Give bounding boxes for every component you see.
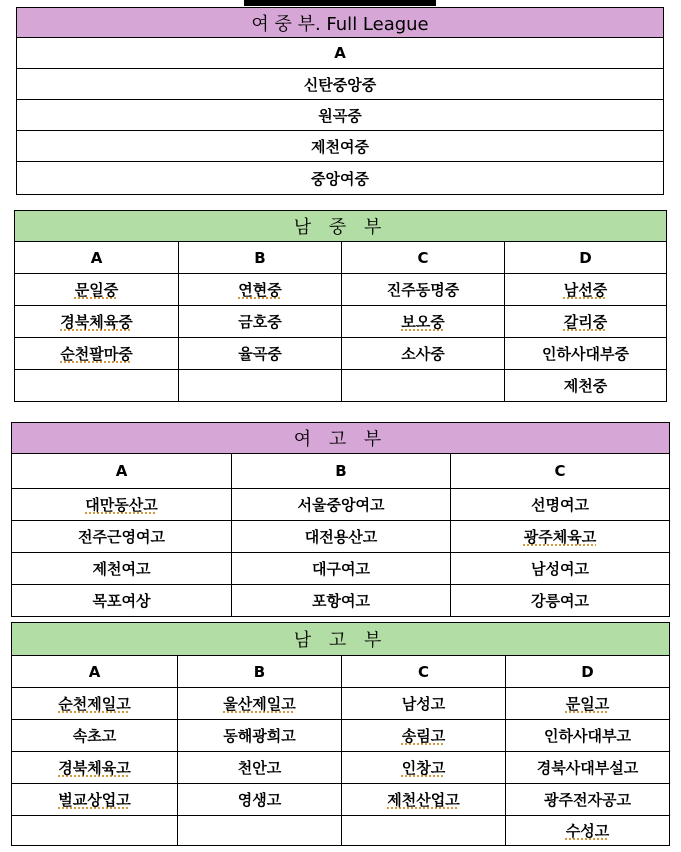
table-cell: 경북체육고 [12, 752, 178, 784]
table-cell: 보오중 [342, 306, 505, 338]
table-cell: 동해광희고 [178, 720, 342, 752]
table-cell: 대구여고 [232, 553, 451, 585]
boys-high-table [11, 622, 670, 846]
group-header: A [12, 454, 232, 489]
girls-middle-table [16, 7, 664, 195]
table-cell: 중앙여중 [17, 162, 664, 195]
table-cell: 대만동산고 [12, 489, 232, 521]
table-cell: 대전용산고 [232, 521, 451, 553]
group-header: B [179, 242, 342, 274]
table-cell: 경북사대부설고 [506, 752, 670, 784]
table-cell: 서울중앙여고 [232, 489, 451, 521]
table-cell: 울산제일고 [178, 688, 342, 720]
table-cell: 인하사대부고 [506, 720, 670, 752]
table-cell: 순천제일고 [12, 688, 178, 720]
table-cell: 제천중 [505, 370, 667, 402]
table-cell: 율곡중 [179, 338, 342, 370]
table-cell: 영생고 [178, 784, 342, 816]
group-header: C [342, 656, 506, 688]
table-cell: 소사중 [342, 338, 505, 370]
girls-high-table [11, 422, 670, 617]
group-header: A [15, 242, 179, 274]
table-cell: 문일중 [15, 274, 179, 306]
table-cell: 남선중 [505, 274, 667, 306]
table-cell: 강릉여고 [451, 585, 670, 617]
table-cell [342, 816, 506, 846]
table-cell: 수성고 [506, 816, 670, 846]
table-cell: 제천여고 [12, 553, 232, 585]
table-cell: 광주체육고 [451, 521, 670, 553]
table-cell: 목포여상 [12, 585, 232, 617]
group-header: B [178, 656, 342, 688]
table-cell: 전주근영여고 [12, 521, 232, 553]
top-black-bar [244, 0, 436, 6]
table-cell: 제천여중 [17, 131, 664, 162]
table-cell: 천안고 [178, 752, 342, 784]
group-header: C [451, 454, 670, 489]
table-cell: 문일고 [506, 688, 670, 720]
boys-middle-title: 남 중 부 [15, 211, 667, 242]
table-cell: 원곡중 [17, 100, 664, 131]
table-cell: 포항여고 [232, 585, 451, 617]
boys-middle-table [14, 210, 667, 402]
table-cell: 신탄중앙중 [17, 69, 664, 100]
girls-middle-group-label: A [17, 38, 664, 69]
table-cell [15, 370, 179, 402]
table-cell: 진주동명중 [342, 274, 505, 306]
table-cell: 연현중 [179, 274, 342, 306]
table-cell: 경북체육중 [15, 306, 179, 338]
table-cell: 남성고 [342, 688, 506, 720]
girls-high-title: 여 고 부 [12, 423, 670, 454]
group-header: A [12, 656, 178, 688]
table-cell [12, 816, 178, 846]
table-cell: 속초고 [12, 720, 178, 752]
table-cell: 제천산업고 [342, 784, 506, 816]
girls-middle-title: 여 중 부. Full League [17, 8, 664, 38]
boys-high-title: 남 고 부 [12, 623, 670, 656]
table-cell: 선명여고 [451, 489, 670, 521]
group-header: B [232, 454, 451, 489]
table-cell: 벌교상업고 [12, 784, 178, 816]
table-cell: 광주전자공고 [506, 784, 670, 816]
group-header: D [506, 656, 670, 688]
table-cell: 갈리중 [505, 306, 667, 338]
table-cell: 송림고 [342, 720, 506, 752]
table-cell: 남성여고 [451, 553, 670, 585]
table-cell: 인창고 [342, 752, 506, 784]
group-header: C [342, 242, 505, 274]
table-cell [178, 816, 342, 846]
table-cell: 순천팔마중 [15, 338, 179, 370]
table-cell: 인하사대부중 [505, 338, 667, 370]
table-cell: 금호중 [179, 306, 342, 338]
group-header: D [505, 242, 667, 274]
table-cell [342, 370, 505, 402]
table-cell [179, 370, 342, 402]
